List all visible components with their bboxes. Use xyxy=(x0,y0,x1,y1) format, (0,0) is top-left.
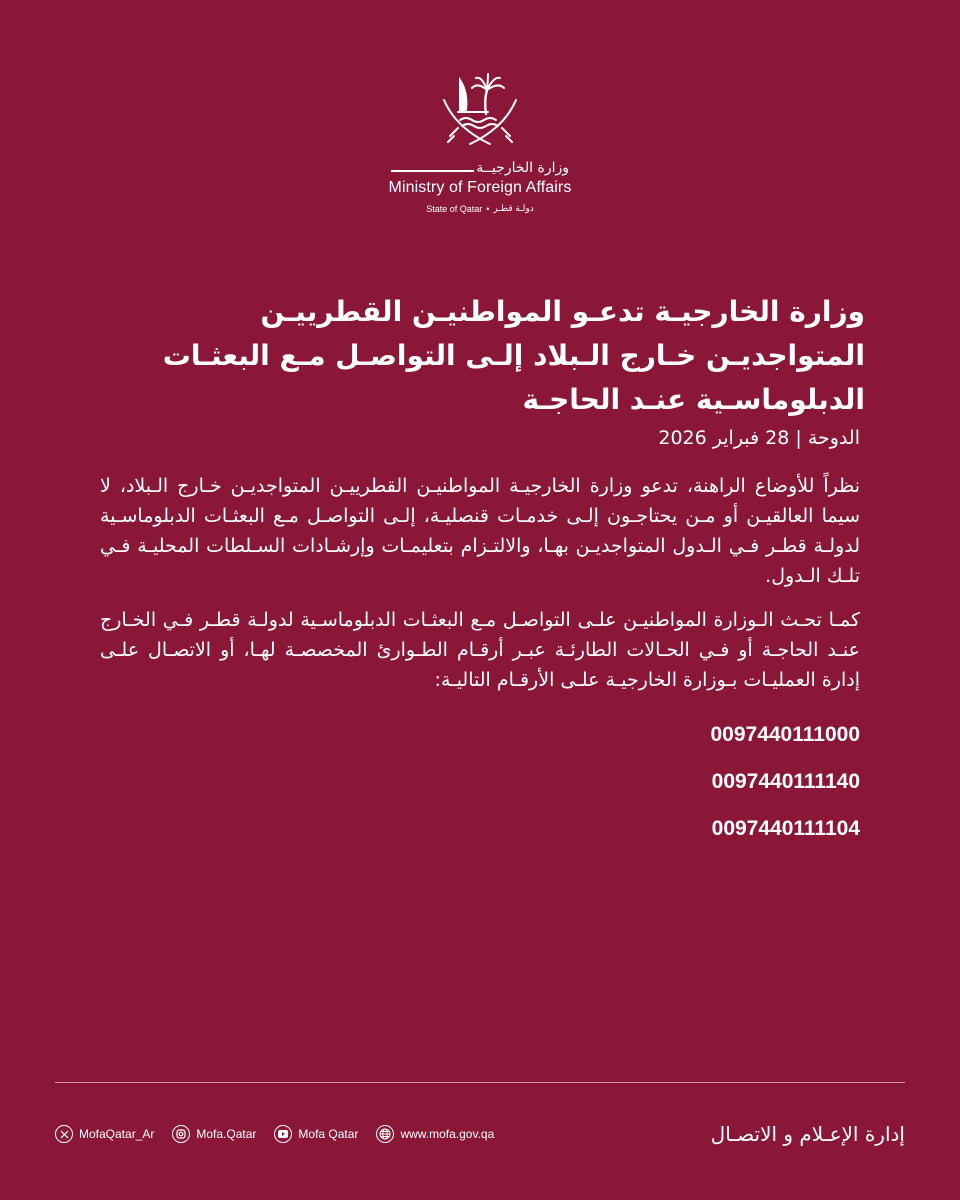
social-youtube-label: Mofa Qatar xyxy=(298,1127,359,1141)
social-links xyxy=(55,1125,494,1143)
instagram-icon xyxy=(172,1125,190,1143)
social-website[interactable] xyxy=(376,1125,494,1143)
logo-state-english: State of Qatar xyxy=(426,203,483,214)
qatar-emblem-icon xyxy=(438,70,522,152)
x-icon xyxy=(55,1125,73,1143)
youtube-icon xyxy=(274,1125,292,1143)
phone-list xyxy=(100,711,860,852)
logo-english-name: Ministry of Foreign Affairs xyxy=(388,179,572,196)
logo-state-line xyxy=(426,203,534,214)
social-instagram-label: Mofa.Qatar xyxy=(196,1127,257,1141)
phone-number: 0097440111000 xyxy=(710,723,860,746)
department-name: إدارة الإعـلام و الاتصـال xyxy=(710,1122,905,1146)
phone-number: 0097440111140 xyxy=(711,770,860,793)
paragraph-1: نظراً للأوضاع الراهنة، تدعو وزارة الخارجيـة المواطنيـن القطرييـن المتواجديـن خـارج الـبلاد، لا سيما العالقيـن أو مـن يحتاجـون إلـى خدمـات قنصليـة، إلـى التواصـل مـع البعثـات الدبلوماسـية لدولـة قطـر فـي الـدول المتواجديـن بهـا، والالتـزام بتعليمـات وإرشـادات السـلطات المحليـة فـي تلـك الـدول. xyxy=(100,475,860,587)
social-x-label: MofaQatar_Ar xyxy=(79,1127,155,1141)
footer-divider xyxy=(55,1082,905,1083)
ministry-logo xyxy=(0,70,960,214)
social-website-label: www.mofa.gov.qa xyxy=(400,1127,495,1141)
footer xyxy=(55,1122,905,1146)
social-youtube[interactable] xyxy=(274,1125,358,1143)
article-body xyxy=(100,427,860,852)
dateline: الدوحة | 28 فبراير 2026 xyxy=(658,427,860,449)
page-title: وزارة الخارجيـة تدعـو المواطنيـن القطرييـن المتواجديـن خـارج الـبلاد إلـى التواصـل مـع البعثـات الدبلوماسـية عنـد الحاجـة xyxy=(162,295,865,416)
logo-state-separator: • xyxy=(486,203,490,214)
logo-arabic-name: وزارة الخارجيــة xyxy=(476,160,569,176)
logo-underline xyxy=(391,170,474,172)
paragraph-2: كمـا تحـث الـوزارة المواطنيـن علـى التواصـل مـع البعثـات الدبلوماسـية لدولـة قطـر فـي الخـارج عنـد الحاجـة أو فـي الحـالات الطارئـة عبـر أرقـام الطـوارئ المخصصـة لهـا، أو الاتصـال علـى إدارة العمليـات بـوزارة الخارجيـة علـى الأرقـام التاليـة: xyxy=(100,609,860,691)
social-x[interactable] xyxy=(55,1125,154,1143)
logo-state-arabic: دولـة قطـر xyxy=(493,203,534,213)
phone-number: 0097440111104 xyxy=(711,817,860,840)
globe-icon xyxy=(376,1125,394,1143)
social-instagram[interactable] xyxy=(172,1125,256,1143)
